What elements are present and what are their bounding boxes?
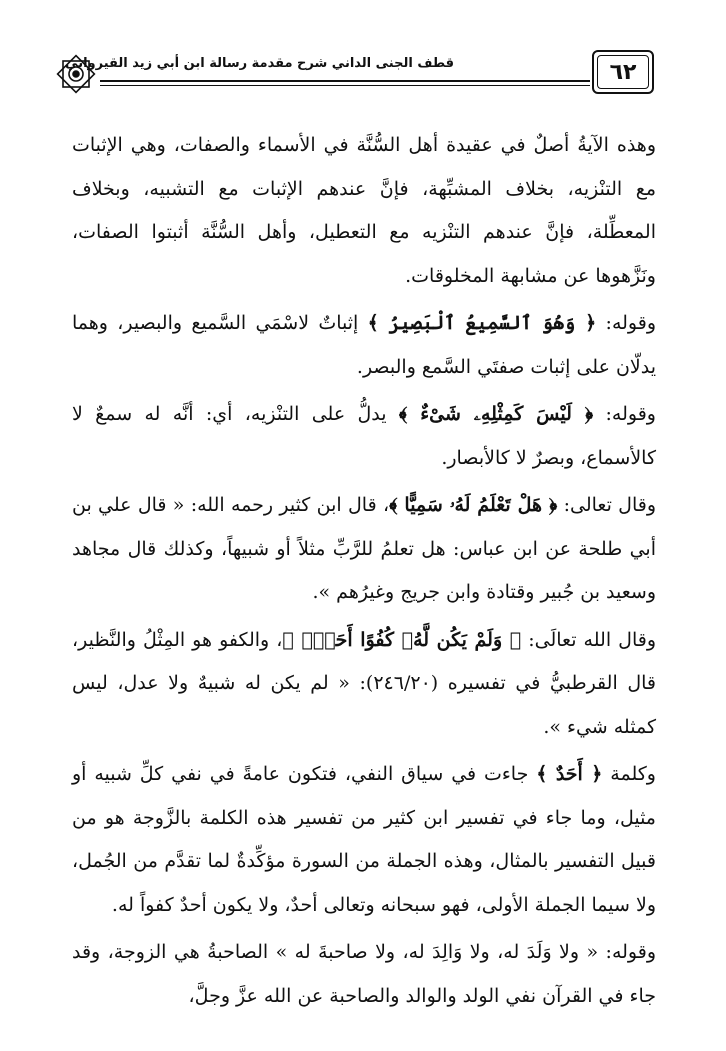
paragraph-text: وقوله: [593, 403, 656, 425]
paragraph-text: وكلمة [602, 763, 656, 785]
page-body [72, 124, 656, 1018]
paragraph-text: وقوله: [596, 312, 656, 334]
paragraph-text: ، قال ابن كثير رحمه الله: « قال علي بن أبي طلحة عن ابن عباس: هل تعلمُ للرَّبِّ مثلاً أو شبيهاً، وكذلك قال مجاهد وسعيد بن جُبير وقتادة وابن جريج وغيرُهم ». [72, 494, 656, 603]
paragraph-text: وقوله: « ولا وَلَدَ له، ولا وَالِدَ له، ولا صاحبةَ له » الصاحبةُ هي الزوجة، وقد جاء في القرآن نفي الولد والوالد والصاحبة عن الله عزَّ وجلَّ، [72, 941, 656, 1007]
paragraph [72, 484, 656, 615]
header-rule [100, 80, 590, 82]
page-header [54, 44, 654, 108]
paragraph [72, 753, 656, 927]
paragraph-text: جاءت في سياق النفي، فتكون عامةً في نفي كلِّ شبيه أو مثيل، وما جاء في تفسير ابن كثير من تفسير هذه الكلمة بالزَّوجة هو من قبيل التفسير بالمثال، وهذه الجملة من السورة مؤكِّدةٌ لما تقدَّم من الجُمل، ولا سيما الجملة الأولى، فهو سبحانه وتعالى أحدٌ، ولا يكون أحدٌ كفواً له. [72, 763, 656, 916]
paragraph-text: إثباتٌ لاسْمَي السَّميع والبصير، وهما يدلّان على إثبات صفتَي السَّمع والبصر. [72, 312, 656, 378]
running-title: قطف الجنى الداني شرح مقدمة رسالة ابن أبي زيد القيرواني [65, 56, 454, 71]
page-number: ٦٢ [592, 50, 654, 94]
paragraph [72, 393, 656, 480]
quran-verse: ﴿ وَلَمْ يَكُن لَّهُۥ كُفُوًا أَحَدٌۢ ﴾ [282, 628, 522, 651]
quran-verse: ﴿ هَلْ تَعْلَمُ لَهُۥ سَمِيًّا ﴾ [389, 494, 558, 516]
header-rule-thin [100, 85, 590, 86]
paragraph [72, 302, 656, 389]
paragraph [72, 124, 656, 298]
paragraph-text: وهذه الآيةُ أصلٌ في عقيدة أهل السُّنَّة في الأسماء والصفات، وهي الإثبات مع التنْزيه، بخلاف المشبِّهة، فإنَّ عندهم الإثبات مع التشبيه، وبخلاف المعطِّلة، فإنَّ عندهم التنْزيه مع التعطيل، وأهل السُّنَّة أثبتوا الصفات، ونَزَّهوها عن مشابهة المخلوقات. [72, 134, 656, 287]
paragraph [72, 619, 656, 750]
paragraph-text: ، والكفو هو المِثْلُ والنَّظير، قال القرطبيُّ في تفسيره (٢٤٦/٢٠): « لم يكن له شبيهٌ ولا عدل، ليس كمثله شيء ». [72, 628, 656, 738]
paragraph-text: وقال الله تعالَى: [521, 628, 656, 651]
paragraph [72, 931, 656, 1018]
quran-verse: ﴿ أَحَدٌ ﴾ [536, 763, 603, 785]
quran-verse: ﴿ لَيْسَ كَمِثْلِهِۦ شَىْءٌ ﴾ [398, 403, 594, 425]
quran-verse: ﴿ وَهُوَ ٱلسَّمِيعُ ٱلْبَصِيرُ ﴾ [367, 312, 597, 334]
paragraph-text: يدلُّ على التنْزيه، أي: أنَّه له سمعٌ لا كالأسماع، وبصرٌ لا كالأبصار. [72, 403, 656, 469]
paragraph-text: وقال تعالى: [557, 494, 657, 516]
